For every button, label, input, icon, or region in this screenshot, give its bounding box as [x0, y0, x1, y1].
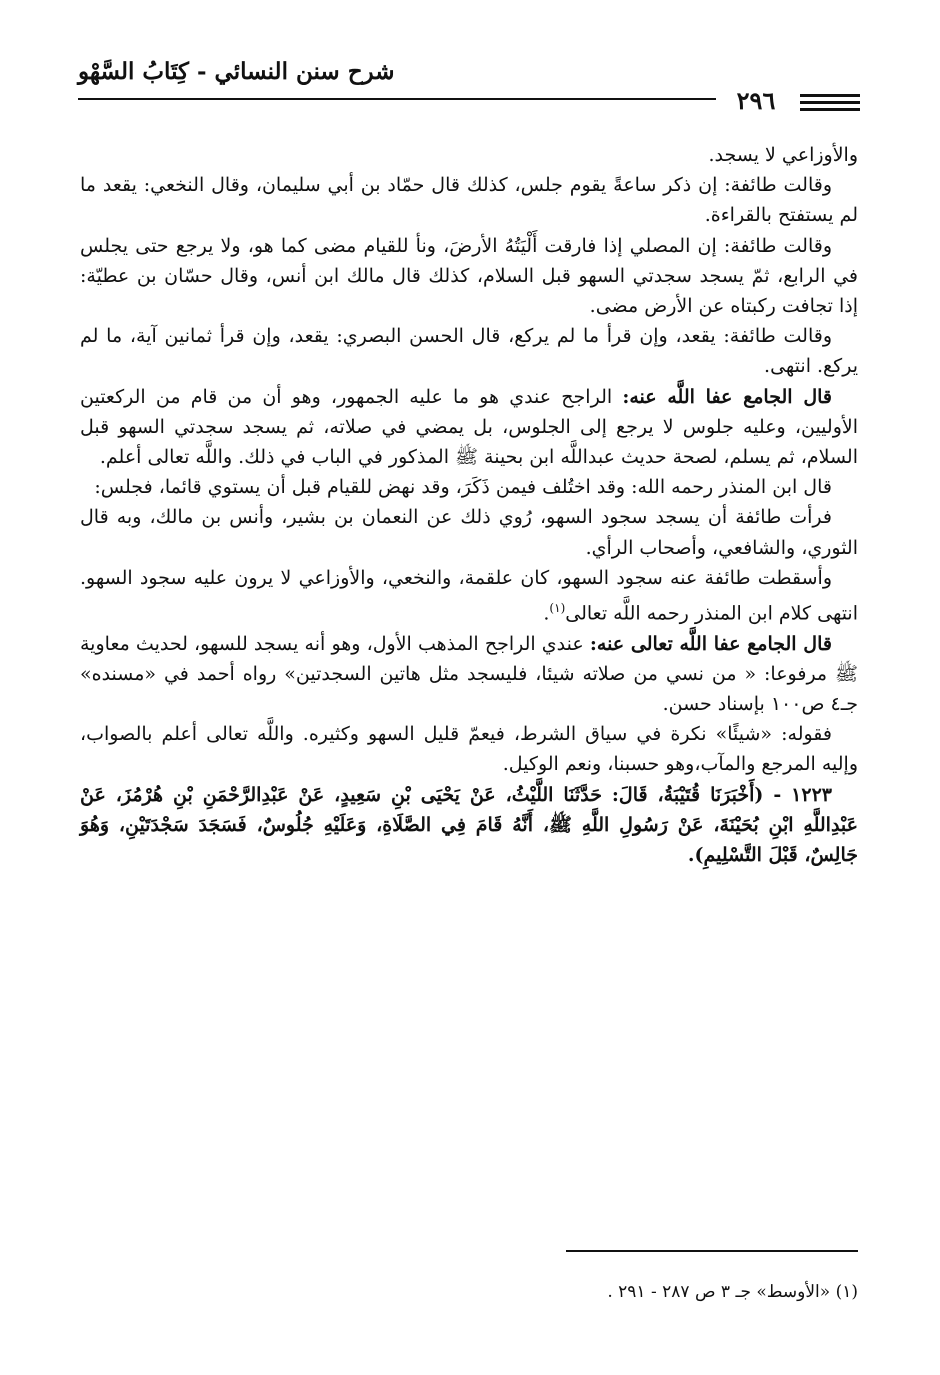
header-ornament-bars — [800, 94, 860, 115]
hadith-number: ١٢٢٣ — [791, 783, 832, 806]
paragraph: والأوزاعي لا يسجد. — [708, 144, 858, 166]
footnote: (١) «الأوسط» جـ ٣ ص ٢٨٧ - ٢٩١ . — [607, 1282, 858, 1302]
mundhir-text: وأسقطت طائفة عنه سجود السهو، كان علقمة، والنخعي، والأوزاعي لا يرون عليه سجود السهو. انتهى كلام ابن المنذر رحمه اللَّه تعالى — [80, 566, 858, 625]
paragraph: وقالت طائفة: يقعد، وإن قرأ ما لم يركع، قال الحسن البصري: يقعد، وإن قرأ ثمانين آية، ما لم يركع. انتهى. — [80, 325, 858, 378]
paragraph: فقوله: «شيئًا» نكرة في سياق الشرط، فيعمّ قليل السهو وكثيره. واللَّه تعالى أعلم بالصواب، وإليه المرجع والمآب،وهو حسبنا، ونعم الوكيل. — [80, 723, 858, 776]
page-number: ٢٩٦ — [716, 86, 796, 116]
footnote-rule — [566, 1250, 858, 1252]
header-bar — [800, 101, 860, 104]
jami-text: الراجح عندي هو ما عليه الجمهور، وهو أن من قام من الركعتين الأوليين، وعليه جلوس لا يرجع إلى الجلوس، بل يمضي في صلاته، ثم يسجد سجدتي السهو قبل السلام، ثم يسلم، لصحة حديث عبداللَّه ابن بحينة ﷺ المذكور في الباب في ذلك. واللَّه تعالى أعلم. — [80, 385, 858, 469]
jami-comment-paragraph — [80, 382, 858, 473]
paragraph: وأسقطت طائفة عنه سجود السهو، كان علقمة، والنخعي، والأوزاعي لا يرون عليه سجود السهو. انتهى كلام ابن المنذر رحمه اللَّه تعالى$^{(١)}$. — [80, 566, 858, 625]
hadith-paragraph — [80, 780, 858, 871]
paragraph: قال ابن المنذر رحمه الله: وقد اختُلف فيمن ذَكَرَ، وقد نهض للقيام قبل أن يستوي قائما، فجلس: — [94, 476, 832, 499]
jami-lead: قال الجامع عفا اللَّه تعالى عنه: — [589, 632, 832, 655]
paragraph: فرأت طائفة أن يسجد سجود السهو، رُوي ذلك عن النعمان بن بشير، وأنس بن مالك، وبه قال الثوري، والشافعي، وأصحاب الرأي. — [80, 506, 858, 559]
running-header-title: شرح سنن النسائي - كِتَابُ السَّهْو — [78, 58, 395, 85]
header-rule — [78, 98, 780, 100]
main-text — [80, 140, 858, 870]
paragraph: وقالت طائفة: إن المصلي إذا فارقت أَلْيَتُهُ الأرضَ، ونأ للقيام مضى كما هو، ولا يرجع حتى يجلس في الرابع، ثمّ يسجد سجدتي السهو قبل السلام، كذلك قال مالك ابن أنس، وقال حسّان بن عطيّة: إذا تجافت ركبتاه عن الأرض مضى. — [80, 234, 858, 318]
jami-lead: قال الجامع عفا اللَّه عنه: — [622, 385, 832, 408]
header-bar — [800, 108, 860, 111]
paragraph: وقالت طائفة: إن ذكر ساعةً يقوم جلس، كذلك قال حمّاد بن أبي سليمان، وقال النخعي: يقعد ما لم يستفتح بالقراءة. — [80, 174, 858, 227]
footnote-reference[interactable]: (١) — [549, 601, 566, 616]
hadith-text: - (أَخْبَرَنَا قُتَيْبَةُ، قَالَ: حَدَّثَنَا اللَّيْثُ، عَنْ يَحْيَى بْنِ سَعِيدٍ، عَنْ عَبْدِالرَّحْمَنِ بْنِ هُرْمُزَ، عَنْ عَبْدِاللَّهِ ابْنِ بُحَيْنَةَ، عَنْ رَسُولِ اللَّهِ ﷺ، أَنَّهُ قَامَ فِي الصَّلَاةِ، وَعَلَيْهِ جُلُوسٌ، فَسَجَدَ سَجْدَتَيْنِ، وَهُوَ جَالِسٌ، قَبْلَ التَّسْلِيمِ). — [80, 783, 858, 866]
header-bar — [800, 94, 860, 97]
jami-comment-paragraph — [80, 629, 858, 720]
jami-text: عندي الراجح المذهب الأول، وهو أنه يسجد للسهو، لحديث معاوية ﷺ مرفوعا: « من نسي من صلاته شيئا، فليسجد مثل هاتين السجدتين» رواه أحمد في «مسنده» جـ٤ ص١٠٠ بإسناد حسن. — [80, 632, 858, 715]
